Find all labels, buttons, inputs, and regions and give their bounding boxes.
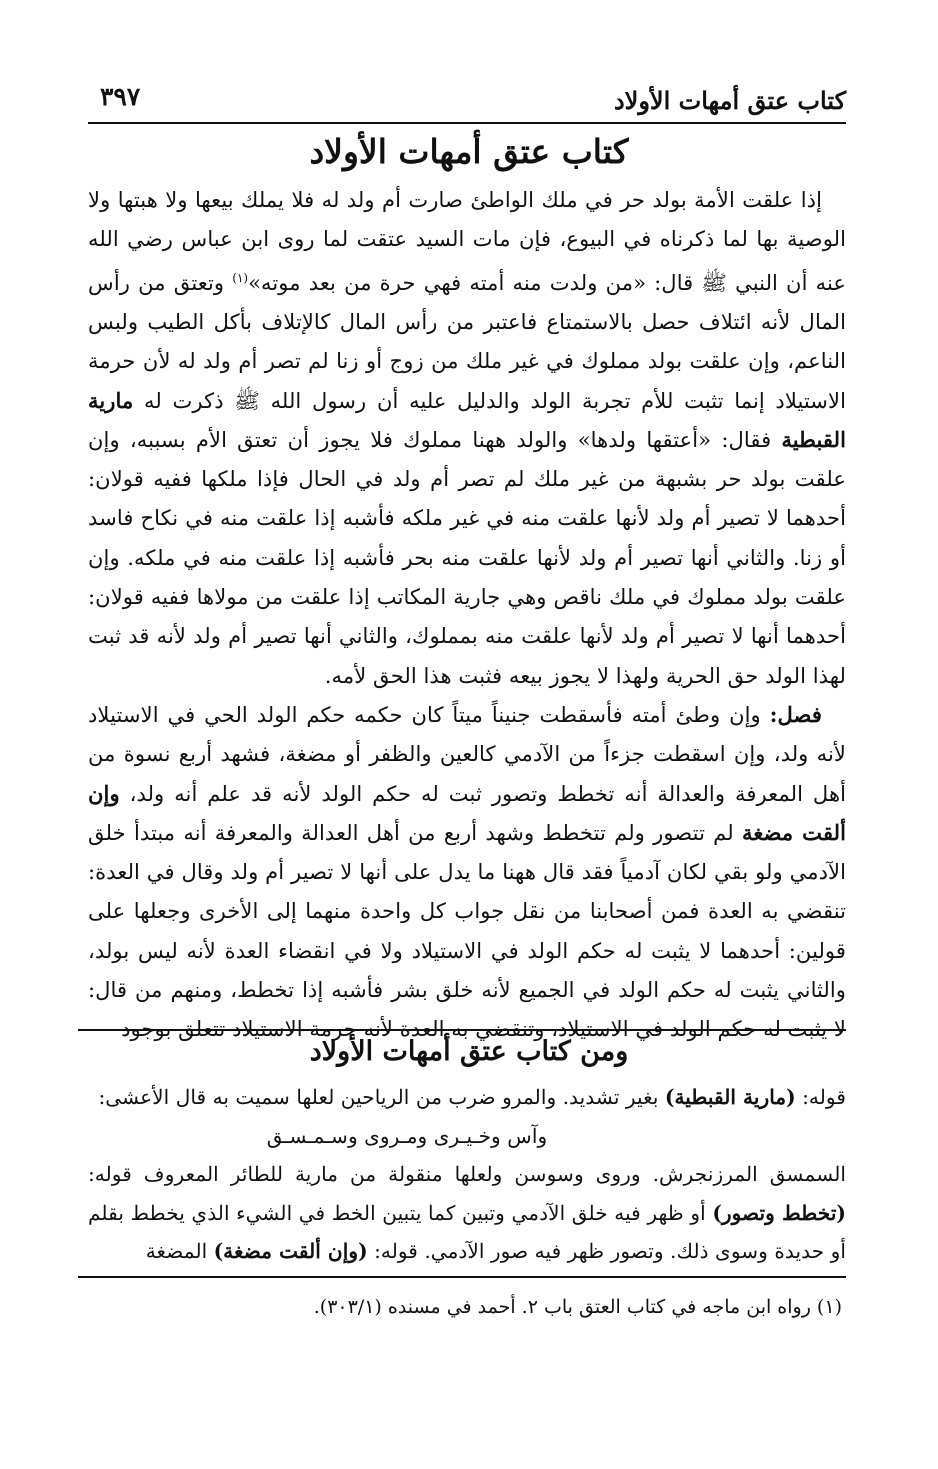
- gloss-segment: المضغة: [145, 1239, 214, 1263]
- gloss-segment: أو ظهر فيه خلق الآدمي وتبين كما يتبين الخط في الشيء الذي يخطط بقلم أو حديدة وسوى ذلك. وتصور ظهر فيه صور الآدمي. قوله:: [88, 1200, 846, 1263]
- section-label: فصل:: [769, 701, 822, 727]
- main-text-segment: فقال: «أعتقها ولدها» والولد ههنا مملوك فلا يجوز أن تعتق الأم بسببه، وإن علقت بولد حر بشبهة من غير ملك لم تصر أم ولد في الحال فإذا ملكها ففيه قولان: أحدهما لا تصير أم ولد لأنها علقت منه في غير ملكه فأشبه إذا علقت منه في نكاح فاسد أو زنا. والثاني أنها تصير أم ولد لأنها علقت منه بحر فأشبه إذا علقت منه في ملكه. وإن علقت بولد مملوك في ملك ناقص وهي جارية المكاتب إذا علقت من مولاها ففيه قولان: أحدهما أنها لا تصير أم ولد لأنها علقت منه بمملوك، والثاني أنها تصير أم ولد لأنه قد ثبت لهذا الولد حق الحرية ولهذا لا يجوز بيعه فثبت هذا الحق لأمه.: [88, 426, 846, 688]
- running-header: [88, 78, 846, 124]
- main-text-segment: وتعتق من رأس المال لأنه ائتلاف حصل بالاستمتاع فاعتبر من رأس المال كالإتلاف بأكل الطيب ولبس الناعم، وإن علقت بولد مملوك في غير ملك من زوج أو زنا لم تصر أم ولد له لأن حرمة الاستيلاد إنما تثبت للأم تجربة الولد والدليل عليه أن رسول الله ﷺ ذكرت له: [88, 269, 846, 413]
- running-title: كتاب عتق أمهات الأولاد: [613, 86, 846, 115]
- footnote: (١) رواه ابن ماجه في كتاب العتق باب ٢. أحمد في مسنده (٣٠٣/١).: [313, 1296, 842, 1318]
- gloss-paragraph: [88, 1155, 846, 1271]
- main-text: [88, 180, 846, 1049]
- gloss-segment: السمسق المرزنجرش. وروى وسوسن ولعلها منقولة من مارية للطائر المعروف قوله:: [88, 1162, 846, 1186]
- page-number: ٣٩٧: [100, 82, 141, 111]
- bold-term: (تخطط وتصور): [712, 1200, 846, 1225]
- gloss-title: ومن كتاب عتق أمهات الأولاد: [309, 1036, 629, 1067]
- bold-term: وإن ألقت مضغة: [88, 780, 847, 845]
- gloss-segment: قوله:: [795, 1085, 846, 1109]
- poetry-verse: وآس وخـيـرى ومـروى وسـمـسـق: [266, 1123, 548, 1148]
- gloss-segment: بغير تشديد. والمرو ضرب من الرياحين لعلها سميت به قال الأعشى:: [98, 1085, 665, 1109]
- main-paragraph: [88, 180, 846, 695]
- footnote-rule: [78, 1276, 846, 1278]
- gloss-text: [88, 1078, 846, 1271]
- section-paragraph: [88, 695, 846, 1049]
- gloss-paragraph: [88, 1078, 846, 1117]
- section-divider: [78, 1029, 846, 1031]
- main-text-segment: إذا علقت الأمة بولد حر في ملك الواطئ صارت أم ولد له فلا يملك بيعها ولا هبتها ولا الوصية بها لما ذكرناه في البيوع، فإن مات السيد عتقت لما روى ابن عباس رضي الله عنه أن النبي ﷺ قال: «من ولدت منه أمته فهي حرة من بعد موته»: [88, 187, 846, 295]
- main-text-segment: وإن وطئ أمته فأسقطت جنيناً ميتاً كان حكمه حكم الولد الحي في الاستيلاد لأنه ولد، وإن اسقطت جزءاً من الآدمي كالعين والظفر أو مضغة، فشهد أربع نسوة من أهل المعرفة والعدالة أنه تخطط وتصور ثبت له حكم الولد لأنه قد علم أنه ولد،: [88, 701, 846, 806]
- footnote-reference: (١): [232, 270, 249, 285]
- bold-term: (مارية القبطية): [664, 1085, 796, 1109]
- bold-term: (وإن ألقت مضغة): [213, 1239, 368, 1263]
- bold-term: مارية القبطية: [88, 387, 846, 452]
- chapter-title: كتاب عتق أمهات الأولاد: [309, 132, 629, 171]
- main-text-segment: لم تتصور ولم تتخطط وشهد أربع من أهل العدالة والمعرفة أنه مبتدأ خلق الآدمي ولو بقي لكان آدمياً فقد قال ههنا ما يدل على أنها لا تصير أم ولد وقال في العدة: تنقضي به العدة فمن أصحابنا من نقل جواب كل واحدة منهما إلى الأخرى وجعلها على قولين: أحدهما لا يثبت له حكم الولد في الاستيلاد ولا في انقضاء العدة لأنه ليس بولد، والثاني يثبت له حكم الولد في الجميع لأنه خلق بشر فأشبه إذا تخطط، ومنهم من قال: لا يثبت له حكم الولد في الاستيلاد، وتنقضي به العدة لأنه حرمة الاستيلاد تتعلق بوجود: [88, 819, 846, 1042]
